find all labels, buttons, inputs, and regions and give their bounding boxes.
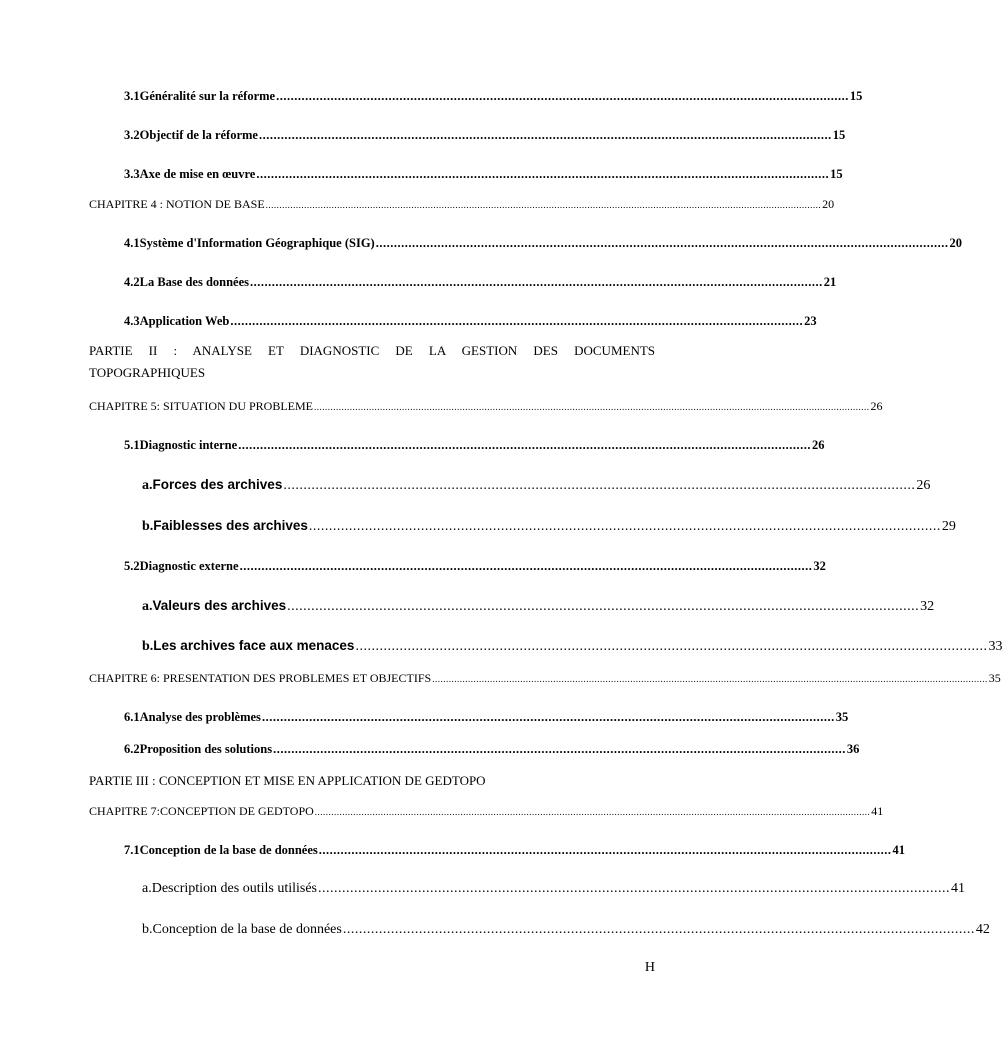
toc-entry-7-1[interactable] [124,843,906,858]
toc-entry-6-2[interactable] [124,742,860,757]
toc-leader: .............................................................................................................................................................. [317,881,950,896]
toc-part-2-line-2: TOPOGRAPHIQUES [89,365,206,380]
toc-entry-4-3[interactable] [124,314,817,329]
toc-leader: .......................................................................................................................................................................................................... [314,807,871,817]
toc-leader: .............................................................................................................................................................. [355,639,988,654]
toc-number: 4.1 [124,236,140,250]
toc-page: 41 [871,804,884,818]
toc-entry-5-2-b[interactable] [142,638,1002,655]
toc-entry-5-1[interactable] [124,438,825,453]
toc-leader: .......................................................................................................................................................................................................... [314,402,870,412]
toc-entry-7-1-b[interactable] [142,922,990,938]
toc-page: 32 [920,599,935,614]
toc-number: 6.2 [124,742,140,756]
toc-entry-7-1-a[interactable] [142,881,965,897]
toc-number: 4.3 [124,314,140,328]
toc-title: Diagnostic externe [139,559,239,573]
toc-leader: .............................................................................................................................................................. [276,89,849,103]
toc-title: Valeurs des archives [152,598,287,613]
toc-leader: .......................................................................................................................................................................................................... [432,674,988,684]
toc-chapter-6[interactable] [89,671,1001,686]
toc-page: 21 [823,275,837,289]
toc-page: 35 [988,671,1001,685]
toc-leader: .............................................................................................................................................................. [256,167,830,181]
toc-leader: .............................................................................................................................................................. [283,478,916,493]
toc-page: 26 [811,438,825,452]
toc-leader: .............................................................................................................................................................. [238,438,811,452]
toc-number: 7.1 [124,843,140,857]
toc-leader: .............................................................................................................................................................. [258,128,832,142]
toc-leader: .............................................................................................................................................................. [308,519,941,534]
toc-page: 20 [822,197,835,211]
toc-entry-5-2-a[interactable] [142,598,935,615]
toc-title: Faiblesses des archives [153,518,308,533]
toc-page: 41 [950,881,965,896]
toc-number: 3.1 [124,89,140,103]
toc-leader: .............................................................................................................................................................. [230,314,804,328]
toc-title: Analyse des problèmes [139,710,261,724]
toc-page: 29 [941,519,956,534]
toc-title: PARTIE III : CONCEPTION ET MISE EN APPLICATION DE GEDTOPO [89,773,486,788]
toc-number: a. [142,881,152,896]
toc-page: 26 [870,399,883,413]
toc-leader: .............................................................................................................................................................. [250,275,823,289]
toc-page: 15 [849,89,863,103]
toc-title: Forces des archives [152,477,283,492]
toc-title: Axe de mise en œuvre [139,167,256,181]
toc-title: Généralité sur la réforme [139,89,276,103]
toc-leader: .............................................................................................................................................................. [239,559,813,573]
toc-entry-5-2[interactable] [124,559,826,574]
toc-number: 5.2 [124,559,140,573]
toc-chapter-5[interactable] [89,399,883,414]
toc-number: b. [142,639,154,654]
page-number: H [644,960,655,975]
toc-title: Système d'Information Géographique (SIG) [139,236,375,250]
toc-entry-3-3[interactable] [124,167,843,182]
toc-title: CHAPITRE 6: PRESENTATION DES PROBLEMES ET OBJECTIFS [89,671,432,685]
toc-title: Diagnostic interne [139,438,238,452]
toc-page: 33 [988,639,1002,654]
toc-leader: .......................................................................................................................................................................................................... [265,200,822,210]
toc-chapter-4[interactable] [89,197,835,212]
toc-page: 42 [975,922,990,937]
toc-entry-6-1[interactable] [124,710,849,725]
toc-leader: .............................................................................................................................................................. [273,742,846,756]
toc-entry-3-1[interactable] [124,89,863,104]
toc-number: 3.2 [124,128,140,142]
toc-title: Conception de la base de données [139,843,318,857]
toc-title: CHAPITRE 5: SITUATION DU PROBLEME [89,399,314,413]
toc-page: 20 [949,236,962,250]
toc-entry-5-1-b[interactable] [142,518,956,535]
toc-part-3[interactable] [89,773,655,789]
toc-page: 15 [830,167,843,181]
toc-chapter-7[interactable] [89,804,884,819]
toc-title: La Base des données [139,275,250,289]
toc-leader: .............................................................................................................................................................. [342,922,975,937]
toc-title: CHAPITRE 4 : NOTION DE BASE [89,197,265,211]
toc-number: b. [142,922,153,937]
toc-entry-4-2[interactable] [124,275,837,290]
toc-page: 26 [916,478,931,493]
toc-title: Proposition des solutions [139,742,273,756]
toc-page: 35 [835,710,849,724]
toc-number: a. [142,599,153,614]
toc-number: 4.2 [124,275,140,289]
toc-number: 5.1 [124,438,140,452]
toc-number: 3.3 [124,167,140,181]
toc-leader: .............................................................................................................................................................. [318,843,892,857]
toc-number: 6.1 [124,710,140,724]
toc-title: Description des outils utilisés [151,881,317,896]
toc-entry-4-1[interactable] [124,236,962,251]
toc-title: Les archives face aux menaces [153,638,355,653]
toc-page: 32 [813,559,826,573]
toc-page: 15 [832,128,846,142]
toc-leader: .............................................................................................................................................................. [261,710,835,724]
toc-page: 41 [892,843,906,857]
toc-number: b. [142,519,154,534]
toc-number: a. [142,478,153,493]
toc-title: Conception de la base de données [152,922,342,937]
toc-title: CHAPITRE 7:CONCEPTION DE GEDTOPO [89,804,314,818]
toc-entry-3-2[interactable] [124,128,846,143]
toc-part-2[interactable] [89,343,655,381]
toc-page: 36 [846,742,860,756]
toc-entry-5-1-a[interactable] [142,477,931,494]
toc-title: Application Web [139,314,230,328]
toc-title: Objectif de la réforme [139,128,258,142]
toc-part-2-line-1: PARTIE II : ANALYSE ET DIAGNOSTIC DE LA GESTION DES DOCUMENTS [89,343,655,358]
toc-page: 23 [804,314,817,328]
toc-leader: .............................................................................................................................................................. [375,236,949,250]
toc-leader: .............................................................................................................................................................. [287,599,920,614]
